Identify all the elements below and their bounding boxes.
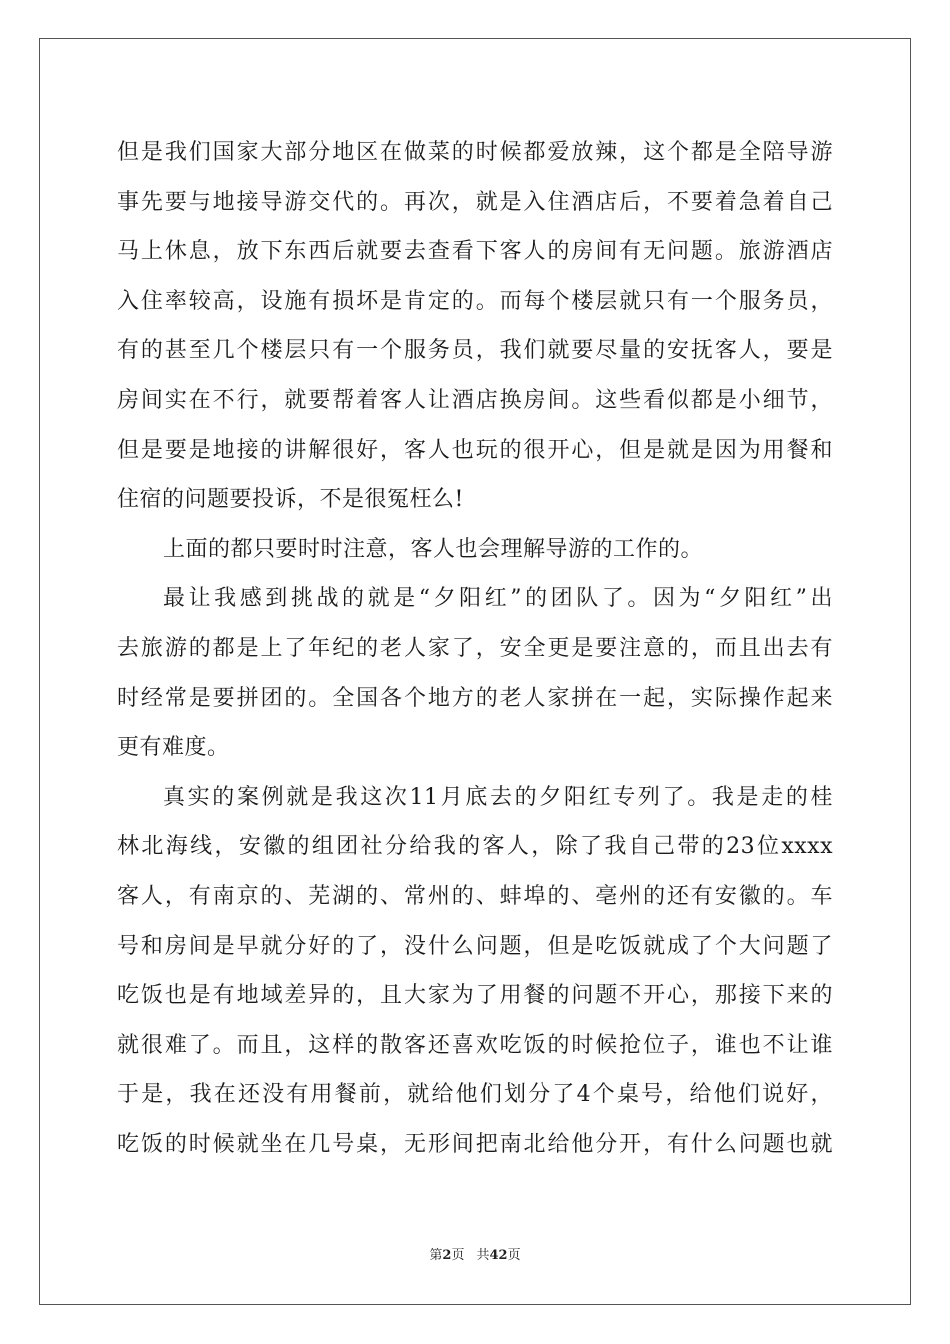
text-line: 马上休息，放下东西后就要去查看下客人的房间有无问题。旅游酒店 xyxy=(117,239,833,265)
total-pages: 42 xyxy=(489,1248,508,1263)
text-line: 吃饭的时候就坐在几号桌，无形间把南北给他分开，有什么问题也就 xyxy=(117,1131,833,1157)
text-line: 吃饭也是有地域差异的，且大家为了用餐的问题不开心，那接下来的 xyxy=(117,983,833,1009)
paragraph xyxy=(117,128,833,525)
text-line: 时经常是要拼团的。全国各个地方的老人家拼在一起，实际操作起来 xyxy=(117,685,833,711)
total-label-suffix: 页 xyxy=(507,1248,521,1263)
page-number: 2 xyxy=(442,1248,452,1263)
page-label-prefix: 第 xyxy=(429,1248,443,1263)
total-label-prefix: 共 xyxy=(476,1248,490,1263)
text-line: 有的甚至几个楼层只有一个服务员，我们就要尽量的安抚客人，要是 xyxy=(117,338,833,364)
document-body xyxy=(117,128,833,1169)
text-line: 事先要与地接导游交代的。再次，就是入住酒店后，不要着急着自己 xyxy=(117,189,833,215)
text-line: 房间实在不行，就要帮着客人让酒店换房间。这些看似都是小细节， xyxy=(117,387,833,413)
text-line: 于是，我在还没有用餐前，就给他们划分了4个桌号，给他们说好， xyxy=(117,1082,833,1108)
text-line: 更有难度。 xyxy=(117,735,230,761)
paragraph xyxy=(117,574,833,772)
text-line: 但是要是地接的讲解很好，客人也玩的很开心，但是就是因为用餐和 xyxy=(117,437,833,463)
paragraph xyxy=(117,773,833,1170)
page-label-suffix: 页 xyxy=(451,1248,465,1263)
text-line: 最让我感到挑战的就是“夕阳红”的团队了。因为“夕阳红”出 xyxy=(163,586,833,612)
text-line: 真实的案例就是我这次11月底去的夕阳红专列了。我是走的桂 xyxy=(163,784,833,810)
text-line: 号和房间是早就分好的了，没什么问题，但是吃饭就成了个大问题了 xyxy=(117,933,833,959)
text-line: 林北海线，安徽的组团社分给我的客人，除了我自己带的23位xxxx xyxy=(117,834,834,860)
page-footer xyxy=(0,1246,950,1266)
text-line: 就很难了。而且，这样的散客还喜欢吃饭的时候抢位子，谁也不让谁 xyxy=(117,1032,833,1058)
text-line: 客人，有南京的、芜湖的、常州的、蚌埠的、亳州的还有安徽的。车 xyxy=(117,883,833,909)
text-line: 住宿的问题要投诉，不是很冤枉么! xyxy=(117,487,464,513)
text-line: 上面的都只要时时注意，客人也会理解导游的工作的。 xyxy=(163,536,704,562)
text-line: 入住率较高，设施有损坏是肯定的。而每个楼层就只有一个服务员， xyxy=(117,288,833,314)
text-line: 去旅游的都是上了年纪的老人家了，安全更是要注意的，而且出去有 xyxy=(117,635,833,661)
text-line: 但是我们国家大部分地区在做菜的时候都爱放辣，这个都是全陪导游 xyxy=(117,140,833,165)
paragraph xyxy=(117,525,833,575)
